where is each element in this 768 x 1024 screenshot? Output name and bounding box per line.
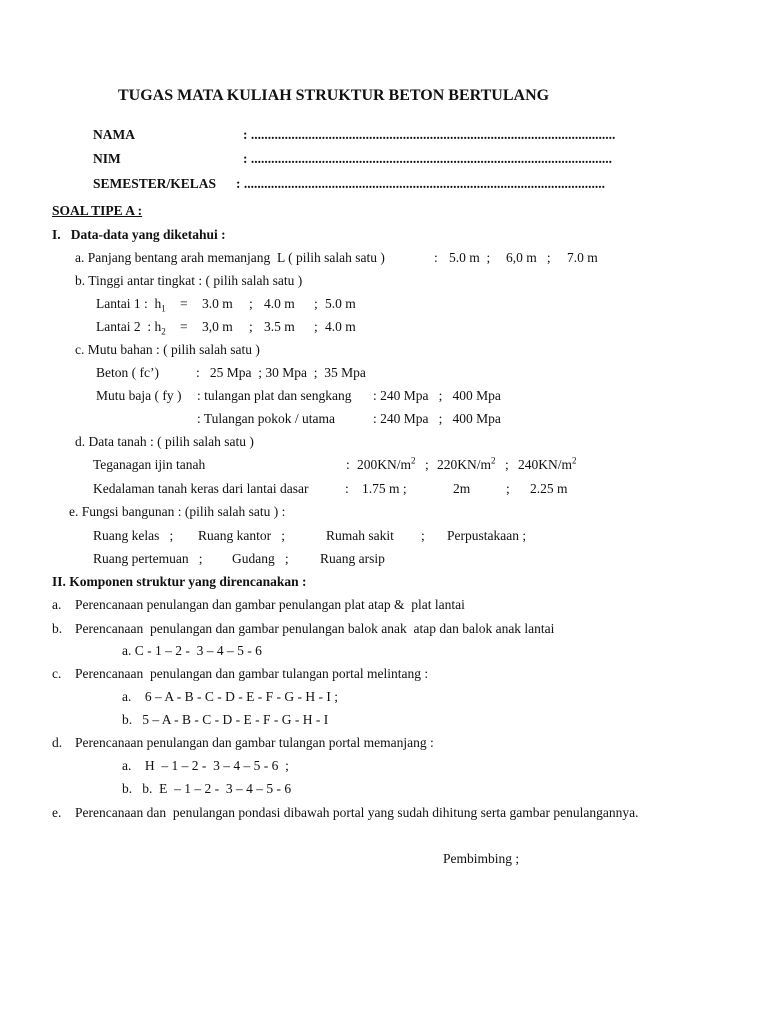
comp-d-text: Perencanaan penulangan dan gambar tulangan portal memanjang : (75, 735, 434, 750)
fungsi-option: Ruang arsip (320, 551, 385, 566)
field-nama-label: NAMA (93, 127, 135, 142)
lantai1-value-2: 4.0 m (264, 296, 295, 311)
field-nama-value: : ............................................................................................................ (243, 127, 616, 142)
soal-heading: SOAL TIPE A : (52, 203, 143, 218)
beton-values: : 25 Mpa ; 30 Mpa ; 35 Mpa (196, 365, 366, 380)
kedalaman-value-3: 2.25 m (530, 481, 568, 496)
comp-b-text: Perencanaan penulangan dan gambar penulangan balok anak atap dan balok anak lantai (75, 621, 555, 636)
tegangan-value-3-text: 240KN/m (518, 457, 572, 472)
comp-e-text: Perencanaan dan penulangan pondasi dibawah portal yang sudah dihitung serta gambar penulangannya. (75, 805, 639, 820)
lantai2-value-2: 3.5 m (264, 319, 295, 334)
tegangan-value-1-sup: 2 (411, 455, 416, 466)
item-c-label: c. Mutu bahan : ( pilih salah satu ) (75, 342, 260, 357)
comp-c-letter: c. (52, 666, 62, 681)
item-a-value-1: 5.0 m ; (449, 250, 491, 265)
baja1-values: : 240 Mpa ; 400 Mpa (373, 388, 501, 403)
section1-heading: I. Data-data yang diketahui : (52, 227, 226, 242)
lantai1-eq: = (180, 296, 188, 311)
fungsi-option: Ruang pertemuan ; (93, 551, 203, 566)
fungsi-option: Ruang kantor ; (198, 528, 285, 543)
baja2-label: : Tulangan pokok / utama (197, 411, 335, 426)
field-semester-value: : ........................................................................................................... (236, 176, 605, 191)
kedalaman-sep: ; (506, 481, 510, 496)
tegangan-value-3 (518, 457, 577, 473)
lantai2-eq: = (180, 319, 188, 334)
tegangan-sep-1: ; (425, 457, 429, 472)
lantai2-sep-2: ; (314, 319, 318, 334)
comp-b-letter: b. (52, 621, 63, 636)
item-a-value-2: 6,0 m ; (506, 250, 551, 265)
comp-e-letter: e. (52, 805, 62, 820)
kedalaman-value-2: 2m (453, 481, 471, 496)
lantai2-prefix: Lantai 2 : h (96, 319, 162, 334)
baja1-label: : tulangan plat dan sengkang (197, 388, 352, 403)
lantai2-value-1: 3,0 m (202, 319, 233, 334)
fungsi-separator: ; (421, 528, 425, 543)
field-nim-label: NIM (93, 151, 121, 166)
comp-d-sub-2: b. b. E – 1 – 2 - 3 – 4 – 5 - 6 (122, 781, 292, 796)
field-nim-value: : ........................................................................................................... (243, 151, 612, 166)
comp-a-text: Perencanaan penulangan dan gambar penulangan plat atap & plat lantai (75, 597, 465, 612)
kedalaman-value-1: 1.75 m ; (362, 481, 407, 496)
lantai1-prefix: Lantai 1 : h (96, 296, 162, 311)
kedalaman-colon: : (345, 481, 349, 496)
item-a-colon: : (434, 250, 438, 265)
comp-a-letter: a. (52, 597, 62, 612)
fungsi-option: Ruang kelas ; (93, 528, 174, 543)
item-a-label: a. Panjang bentang arah memanjang L ( pilih salah satu ) (75, 250, 385, 265)
tegangan-value-2 (437, 457, 496, 473)
item-b-label: b. Tinggi antar tingkat : ( pilih salah satu ) (75, 273, 303, 288)
lantai1-sub: 1 (161, 303, 166, 314)
tegangan-value-1-text: 200KN/m (357, 457, 411, 472)
comp-c-text: Perencanaan penulangan dan gambar tulangan portal melintang : (75, 666, 429, 681)
lantai2-sep-1: ; (249, 319, 253, 334)
lantai2-sub: 2 (161, 326, 166, 337)
lantai1-sep-1: ; (249, 296, 253, 311)
comp-c-sub-2: b. 5 – A - B - C - D - E - F - G - H - I (122, 712, 329, 727)
comp-b-sub-1: a. C - 1 – 2 - 3 – 4 – 5 - 6 (122, 643, 262, 658)
lantai1-sep-2: ; (314, 296, 318, 311)
item-d-label: d. Data tanah : ( pilih salah satu ) (75, 434, 254, 449)
fungsi-option: Rumah sakit (326, 528, 394, 543)
tegangan-label: Teganagan ijin tanah (93, 457, 206, 472)
pembimbing-signature: Pembimbing ; (443, 851, 520, 866)
comp-d-letter: d. (52, 735, 63, 750)
document-title: TUGAS MATA KULIAH STRUKTUR BETON BERTULANG (118, 87, 550, 104)
item-e-label: e. Fungsi bangunan : (pilih salah satu ) : (69, 504, 286, 519)
tegangan-value-1 (357, 457, 416, 473)
lantai1-row (96, 296, 166, 312)
beton-label: Beton ( fc’) (96, 365, 159, 380)
tegangan-colon: : (346, 457, 350, 472)
fungsi-option: Gudang ; (232, 551, 289, 566)
comp-c-sub-1: a. 6 – A - B - C - D - E - F - G - H - I ; (122, 689, 338, 704)
tegangan-value-2-text: 220KN/m (437, 457, 491, 472)
tegangan-sep-2: ; (505, 457, 509, 472)
lantai2-value-3: 4.0 m (325, 319, 356, 334)
item-a-value-3: 7.0 m (567, 250, 598, 265)
lantai2-row (96, 319, 166, 335)
tegangan-value-3-sup: 2 (572, 455, 577, 466)
baja-label: Mutu baja ( fy ) (96, 388, 182, 403)
section2-heading: II. Komponen struktur yang direncanakan : (52, 574, 307, 589)
comp-d-sub-1: a. H – 1 – 2 - 3 – 4 – 5 - 6 ; (122, 758, 289, 773)
kedalaman-label: Kedalaman tanah keras dari lantai dasar (93, 481, 309, 496)
baja2-values: : 240 Mpa ; 400 Mpa (373, 411, 501, 426)
fungsi-option: Perpustakaan ; (447, 528, 527, 543)
field-semester-label: SEMESTER/KELAS (93, 176, 217, 191)
lantai1-value-3: 5.0 m (325, 296, 356, 311)
tegangan-value-2-sup: 2 (491, 455, 496, 466)
lantai1-value-1: 3.0 m (202, 296, 233, 311)
